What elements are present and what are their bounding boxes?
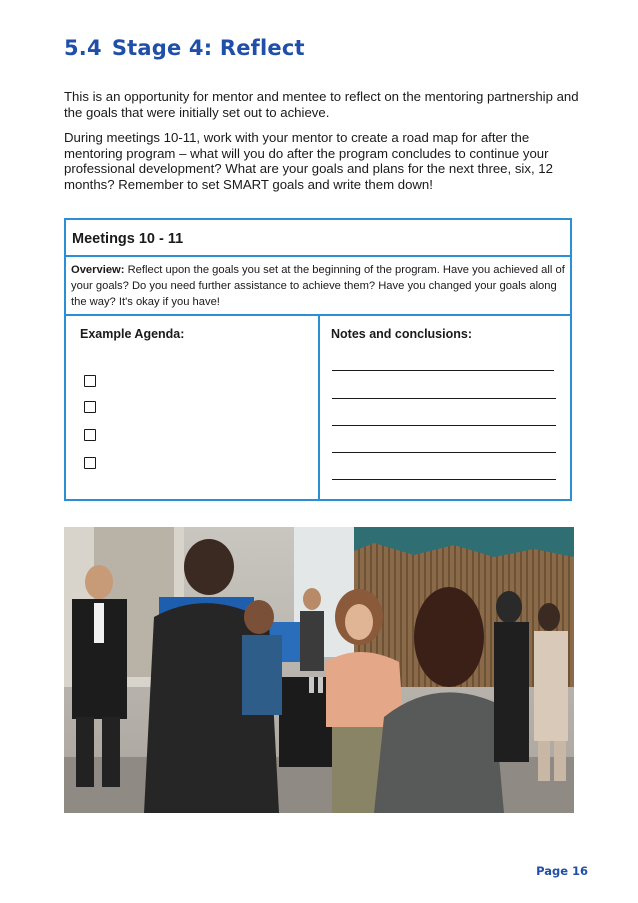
agenda-checkbox-1[interactable] xyxy=(84,375,96,387)
note-line-5 xyxy=(332,479,556,480)
note-line-1 xyxy=(332,370,554,371)
section-number: 5.4 xyxy=(64,36,102,60)
event-photo xyxy=(64,527,574,813)
page-number: Page 16 xyxy=(536,864,588,878)
meeting-box xyxy=(64,218,572,501)
meeting-title-row xyxy=(66,220,570,257)
agenda-label: Example Agenda: xyxy=(80,327,185,341)
section-heading xyxy=(64,36,305,60)
note-line-3 xyxy=(332,425,556,426)
agenda-checkbox-4[interactable] xyxy=(84,457,96,469)
note-line-2 xyxy=(332,398,556,399)
intro-paragraph-1: This is an opportunity for mentor and mentee to reflect on the mentoring partnership and the goals that were initially set out to achieve. xyxy=(64,89,579,120)
overview-row xyxy=(66,257,570,316)
intro-paragraph-2: During meetings 10-11, work with your mentor to create a road map for after the mentoring program – what will you do after the program concludes to continue your professional development? What are your goals and plans for the next three, six, 12 months? Remember to set SMART goals and write them down! xyxy=(64,130,553,192)
section-title: Stage 4: Reflect xyxy=(111,36,305,60)
meeting-title: Meetings 10 - 11 xyxy=(72,231,184,247)
agenda-checkbox-2[interactable] xyxy=(84,401,96,413)
agenda-checkbox-3[interactable] xyxy=(84,429,96,441)
overview-text: Reflect upon the goals you set at the beginning of the program. Have you achieved all of your goals? Do you need further assistance to achieve them? Have you changed your goals along the way? It's okay if you have! xyxy=(71,264,565,308)
notes-column xyxy=(320,316,572,501)
note-line-4 xyxy=(332,452,556,453)
agenda-column xyxy=(66,316,320,501)
notes-label: Notes and conclusions: xyxy=(331,327,472,341)
overview-label: Overview: xyxy=(71,264,125,276)
